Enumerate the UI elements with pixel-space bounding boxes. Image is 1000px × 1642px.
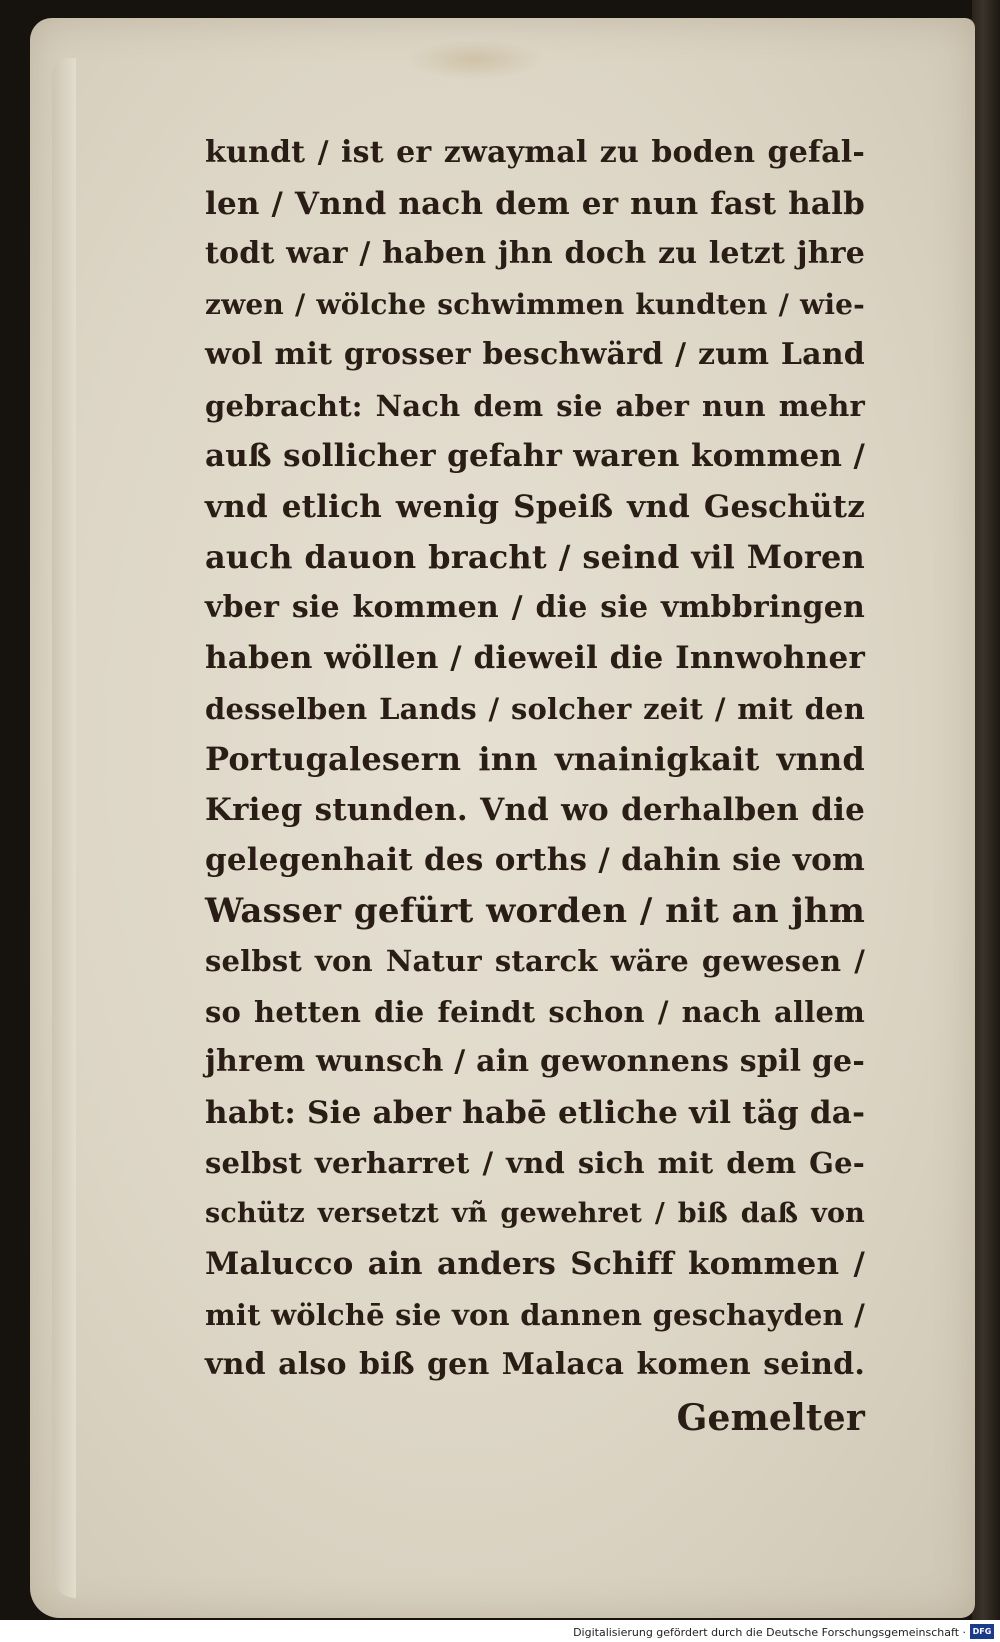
text-line: Malucco ain anders Schiff kommen / (205, 1246, 865, 1282)
book-spine (972, 0, 1000, 1620)
paper-stain (405, 40, 545, 80)
text-line: mit wölchē sie von dannen geschayden / (205, 1297, 865, 1332)
dfg-logo: DFG (970, 1624, 994, 1639)
text-line: habt: Sie aber habē etliche vil täg da- (205, 1094, 866, 1131)
text-line: Portugalesern inn vnainigkait vnnd (205, 740, 865, 778)
text-line: len / Vnnd nach dem er nun fast halb (205, 185, 865, 222)
text-line: haben wöllen / dieweil die Innwohner (205, 640, 865, 676)
text-line: todt war / haben jhn doch zu letzt jhre (205, 236, 865, 271)
text-line: gelegenhait des orths / dahin sie vom (205, 842, 865, 878)
page-edge (52, 58, 76, 1598)
text-line: kundt / ist er zwaymal zu boden gefal- (205, 135, 865, 170)
text-line: schütz versetzt vñ gewehret / biß daß von (205, 1197, 865, 1229)
page-text (205, 128, 905, 1443)
text-line: vnd etlich wenig Speiß vnd Geschütz (205, 488, 865, 525)
text-line: so hetten die feindt schon / nach allem (205, 994, 865, 1029)
text-line: auß sollicher gefahr waren kommen / (205, 438, 865, 474)
text-line: wol mit grosser beschwärd / zum Land (205, 337, 865, 372)
text-line: desselben Lands / solcher zeit / mit den (205, 691, 865, 726)
text-line: jhrem wunsch / ain gewonnens spil ge- (205, 1044, 865, 1079)
text-line: zwen / wölche schwimmen kundten / wie- (205, 287, 865, 321)
text-line: auch dauon bracht / seind vil Moren (205, 538, 865, 576)
catchword: Gemelter (676, 1396, 865, 1439)
text-line: Krieg stunden. Vnd wo derhalben die (205, 791, 865, 828)
footer-credit: Digitalisierung gefördert durch die Deutsche Forschungsgemeinschaft · (573, 1626, 966, 1639)
text-line: vber sie kommen / die sie vmbbringen (205, 589, 865, 625)
footer-bar (0, 1620, 1000, 1642)
text-line: selbst verharret / vnd sich mit dem Ge- (205, 1146, 865, 1180)
text-line: Wasser gefürt worden / nit an jhm (205, 890, 865, 931)
text-line: selbst von Natur starck wäre gewesen / (205, 944, 865, 978)
text-line: vnd also biß gen Malaca komen seind. (205, 1347, 865, 1382)
text-line: gebracht: Nach dem sie aber nun mehr (205, 388, 865, 423)
